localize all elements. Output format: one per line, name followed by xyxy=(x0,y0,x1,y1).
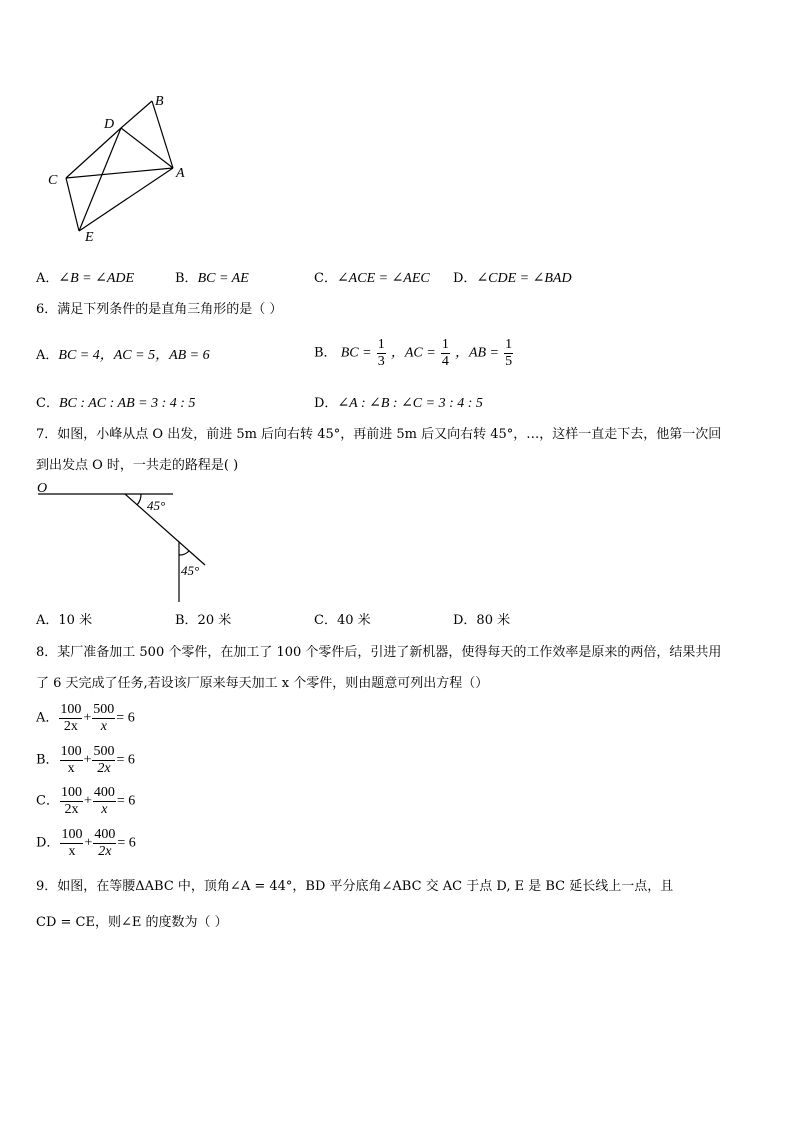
angle-arc-1 xyxy=(137,494,141,505)
fraction-numerator: 1 xyxy=(505,337,513,352)
fraction-denominator: 4 xyxy=(441,354,449,369)
q5-option-a-letter: A． xyxy=(36,271,59,286)
plus-sign: + xyxy=(84,835,93,851)
fraction-denominator: x xyxy=(68,844,76,859)
q6-option-d xyxy=(314,395,483,413)
q5-option-b-expr: BC = AE xyxy=(197,271,249,286)
angle-label-1: 45° xyxy=(147,498,166,513)
angle-arc-2 xyxy=(179,551,189,555)
q5-option-c xyxy=(314,270,430,288)
fraction-denominator: 5 xyxy=(505,354,513,369)
q8-option-d xyxy=(36,827,136,860)
fraction-500-over-x xyxy=(92,702,115,735)
q6-option-c xyxy=(36,395,195,413)
fraction-400-over-2x xyxy=(93,827,116,860)
fraction-400-over-x xyxy=(93,785,116,818)
q8-stem-line-2: 了 6 天完成了任务,若设该厂原来每天加工 x 个零件，则由题意可列出方程（） xyxy=(36,676,489,691)
angle-label-2: 45° xyxy=(181,563,200,578)
q5-option-d xyxy=(453,270,572,288)
fraction-numerator: 100 xyxy=(60,785,82,800)
q5-option-c-letter: C． xyxy=(314,271,337,286)
point-label-b: B xyxy=(155,94,164,109)
q8-option-d-letter: D． xyxy=(36,835,60,851)
q6-option-b-ab: ，AB = xyxy=(454,345,500,361)
fraction-100-over-x xyxy=(60,827,83,860)
q6-option-d-expr: ∠A : ∠B : ∠C = 3 : 4 : 5 xyxy=(337,396,483,411)
q7-option-b: B．20 米 xyxy=(175,613,232,628)
point-label-d: D xyxy=(104,117,115,132)
segment-ba xyxy=(152,101,173,168)
q8-option-a-letter: A． xyxy=(36,710,59,726)
q5-option-a-expr: ∠B = ∠ADE xyxy=(58,271,135,286)
segment-da xyxy=(121,128,173,168)
fraction-numerator: 1 xyxy=(377,337,385,352)
q6-option-a xyxy=(36,347,210,365)
fraction-one-third xyxy=(377,337,386,370)
q6-option-b xyxy=(314,337,514,370)
fraction-denominator: 2x xyxy=(97,761,111,776)
fraction-100-over-2x xyxy=(60,785,83,818)
segment-ca xyxy=(66,168,173,178)
point-label-c: C xyxy=(48,173,58,188)
fraction-500-over-2x xyxy=(92,744,115,777)
q7-option-c: C．40 米 xyxy=(314,613,371,628)
fraction-denominator: 3 xyxy=(377,354,385,369)
fraction-denominator: 2x xyxy=(98,844,112,859)
q8-stem-line-1: 8．某厂准备加工 500 个零件，在加工了 100 个零件后，引进了新机器，使得每天的工作效率是原来的两倍，结果共用 xyxy=(36,645,722,660)
fraction-numerator: 100 xyxy=(61,827,83,842)
q6-option-b-bc: BC = xyxy=(340,345,372,361)
q6-stem: 6．满足下列条件的是直角三角形的是（ ） xyxy=(36,302,283,317)
q8-option-b xyxy=(36,744,135,777)
q6-option-a-letter: A． xyxy=(36,348,59,363)
fraction-denominator: x xyxy=(67,761,75,776)
fraction-denominator: x xyxy=(100,719,107,734)
fraction-denominator: 2x xyxy=(64,802,79,817)
q8-option-b-letter: B． xyxy=(36,752,59,768)
q5-option-b-letter: B． xyxy=(175,271,198,286)
q6-option-b-ac: ，AC = xyxy=(390,345,436,361)
fraction-numerator: 100 xyxy=(60,702,82,717)
q6-option-c-letter: C． xyxy=(36,396,59,411)
segment-de xyxy=(79,128,121,231)
walking-path-figure xyxy=(30,478,230,608)
segment-ce xyxy=(66,178,79,231)
fraction-one-quarter xyxy=(441,337,450,370)
q6-option-d-letter: D． xyxy=(314,396,338,411)
q9-stem-line-1: 9．如图，在等腰ΔABC 中，顶角∠A = 44°，BD 平分底角∠ABC 交 AC 于点 D, E 是 BC 延长线上一点，且 xyxy=(36,879,674,894)
point-label-a: A xyxy=(176,166,185,181)
q7-option-a: A．10 米 xyxy=(36,613,93,628)
fraction-100-over-x xyxy=(60,744,83,777)
q9-stem-line-2: CD = CE，则∠E 的度数为（ ） xyxy=(36,915,228,930)
plus-sign: + xyxy=(83,793,92,809)
q7-stem-line-1: 7．如图，小峰从点 O 出发，前进 5m 后向右转 45°，再前进 5m 后又向右转 45°，…，这样一直走下去，他第一次回 xyxy=(36,427,722,442)
fraction-numerator: 500 xyxy=(93,702,115,717)
q8-option-a xyxy=(36,702,135,735)
fraction-numerator: 1 xyxy=(441,337,449,352)
equals-six: = 6 xyxy=(116,793,136,809)
equals-six: = 6 xyxy=(116,752,135,768)
plus-sign: + xyxy=(83,710,92,726)
plus-sign: + xyxy=(83,752,92,768)
q5-option-d-expr: ∠CDE = ∠BAD xyxy=(476,271,572,286)
q5-option-c-expr: ∠ACE = ∠AEC xyxy=(336,271,430,286)
fraction-numerator: 400 xyxy=(94,827,116,842)
segment-db xyxy=(121,101,152,128)
q5-option-b xyxy=(175,270,249,288)
fraction-one-fifth xyxy=(504,337,513,370)
fraction-denominator: x xyxy=(101,802,108,817)
q6-option-b-letter: B． xyxy=(314,345,337,361)
geometry-figure-1 xyxy=(30,88,200,248)
point-label-o: O xyxy=(37,481,48,496)
q5-option-a xyxy=(36,270,134,288)
q6-option-a-expr: BC = 4，AC = 5，AB = 6 xyxy=(58,348,210,363)
equals-six: = 6 xyxy=(117,835,136,851)
segment-ea xyxy=(79,168,173,231)
fraction-denominator: 2x xyxy=(63,719,78,734)
equals-six: = 6 xyxy=(116,710,135,726)
fraction-numerator: 500 xyxy=(93,744,115,759)
q7-option-d: D．80 米 xyxy=(453,613,511,628)
fraction-numerator: 100 xyxy=(60,744,82,759)
segment-cd xyxy=(66,128,121,178)
fraction-numerator: 400 xyxy=(93,785,115,800)
fraction-100-over-2x xyxy=(59,702,82,735)
q6-option-c-expr: BC : AC : AB = 3 : 4 : 5 xyxy=(58,396,196,411)
q5-option-d-letter: D． xyxy=(453,271,477,286)
point-label-e: E xyxy=(85,230,94,245)
q7-stem-line-2: 到出发点 O 时，一共走的路程是( ) xyxy=(36,458,239,473)
q8-option-c-letter: C． xyxy=(36,793,59,809)
q8-option-c xyxy=(36,785,135,818)
